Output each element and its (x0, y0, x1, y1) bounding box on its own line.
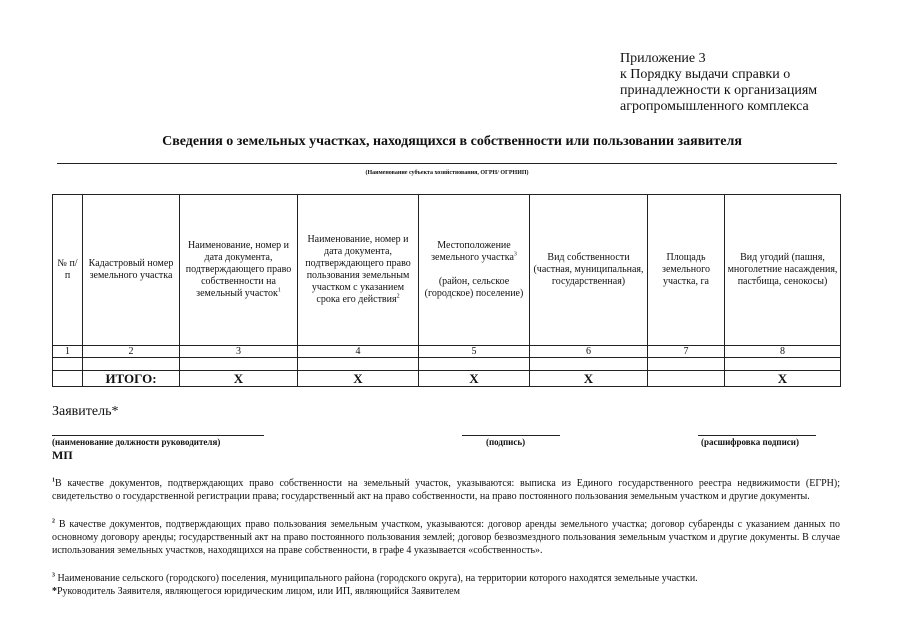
header-cell: Местоположение земельного участка$^3$ (район, сельское (городское) поселение) (419, 195, 530, 346)
header-cell: Кадастровый номер земельного участка (83, 195, 180, 346)
total-cell: Х (180, 371, 298, 387)
total-cell: Х (419, 371, 530, 387)
footnote-3: $^3$ Наименование сельского (городского) поселения, муниципального района (городского округа), на территории которого находятся земельные участки. (52, 572, 698, 584)
column-number: 5 (419, 346, 530, 358)
column-number: 8 (725, 346, 841, 358)
header-cell: Вид собственности (частная, муниципальная, государственная) (530, 195, 648, 346)
table-cell[interactable] (648, 358, 725, 371)
column-number-row (53, 346, 841, 358)
decode-line (698, 435, 816, 436)
appendix-line: принадлежности к организациям (620, 83, 818, 98)
table-row (53, 358, 841, 371)
position-line (52, 435, 264, 436)
stamp-place: МП (52, 448, 73, 462)
table-cell[interactable] (298, 358, 419, 371)
footnote-mark: 1 (52, 477, 55, 484)
footnote-4: *Руководитель Заявителя, являющегося юридическим лицом, или ИП, являющийся Заявителем (52, 586, 460, 597)
table-cell[interactable] (419, 358, 530, 371)
footnote-mark: 2 (52, 518, 55, 525)
table-cell[interactable] (530, 358, 648, 371)
total-cell (53, 371, 83, 387)
column-number: 4 (298, 346, 419, 358)
signature-caption: (подпись) (486, 437, 526, 447)
appendix-line: к Порядку выдачи справки о (620, 67, 791, 82)
table-cell[interactable] (725, 358, 841, 371)
column-number: 2 (83, 346, 180, 358)
land-plots-table (52, 194, 841, 387)
table-cell[interactable] (83, 358, 180, 371)
total-cell (648, 371, 725, 387)
appendix-note (620, 51, 900, 115)
total-cell: Х (530, 371, 648, 387)
total-label: ИТОГО: (83, 371, 180, 387)
header-cell: Наименование, номер и дата документа, подтверждающего право пользования земельным участком с указанием срока его действия$^2$ (298, 195, 419, 346)
appendix-line: агропромышленного комплекса (620, 99, 809, 114)
table-cell[interactable] (180, 358, 298, 371)
header-cell: Вид угодий (пашня, многолетние насаждения, пастбища, сенокосы) (725, 195, 841, 346)
document-title: Сведения о земельных участках, находящихся в собственности или пользовании заявителя (162, 134, 742, 149)
decode-caption: (расшифровка подписи) (701, 437, 799, 447)
header-cell: № п/п (53, 195, 83, 346)
position-caption: (наименование должности руководителя) (52, 437, 221, 447)
applicant-label: Заявитель* (52, 404, 119, 419)
footnote-mark: 3 (52, 572, 55, 579)
subject-name-caption: (Наименование субъекта хозяйствования, ОГРН/ ОГРНИП) (365, 170, 529, 176)
column-number: 6 (530, 346, 648, 358)
appendix-line: Приложение 3 (620, 51, 706, 66)
column-number: 1 (53, 346, 83, 358)
footnote-1: $^1$В качестве документов, подтверждающих право собственности на земельный участок, указываются: выписка из Единого государственного реестра недвижимости (ЕГРН); свидетельство о государственной регистрации права; государственный акт на право собственности, на право постоянного пользования земельным участком и другие документы. (52, 477, 840, 502)
header-cell: Площадь земельного участка, га (648, 195, 725, 346)
header-cell: Наименование, номер и дата документа, подтверждающего право собственности на земельный участок$^1$ (180, 195, 298, 346)
total-row (53, 371, 841, 387)
column-number: 3 (180, 346, 298, 358)
table-cell[interactable] (53, 358, 83, 371)
signature-line (462, 435, 560, 436)
footnote-2: $^2$ В качестве документов, подтверждающих право пользования земельным участком, указываются: договор аренды земельного участка; договор субаренды с указанием данных по основному договору аренды; государственный акт на право постоянного пользования землей; договор безвозмездного пользования земельным участком и другие документы. В случае использования земельных участков, находящихся на праве собственности, в графе 4 указывается «собственность». (52, 518, 841, 556)
footnote-mark: * (52, 586, 57, 597)
total-cell: Х (298, 371, 419, 387)
table-header-row (53, 195, 841, 346)
total-cell: Х (725, 371, 841, 387)
column-number: 7 (648, 346, 725, 358)
subject-name-line (57, 163, 837, 164)
